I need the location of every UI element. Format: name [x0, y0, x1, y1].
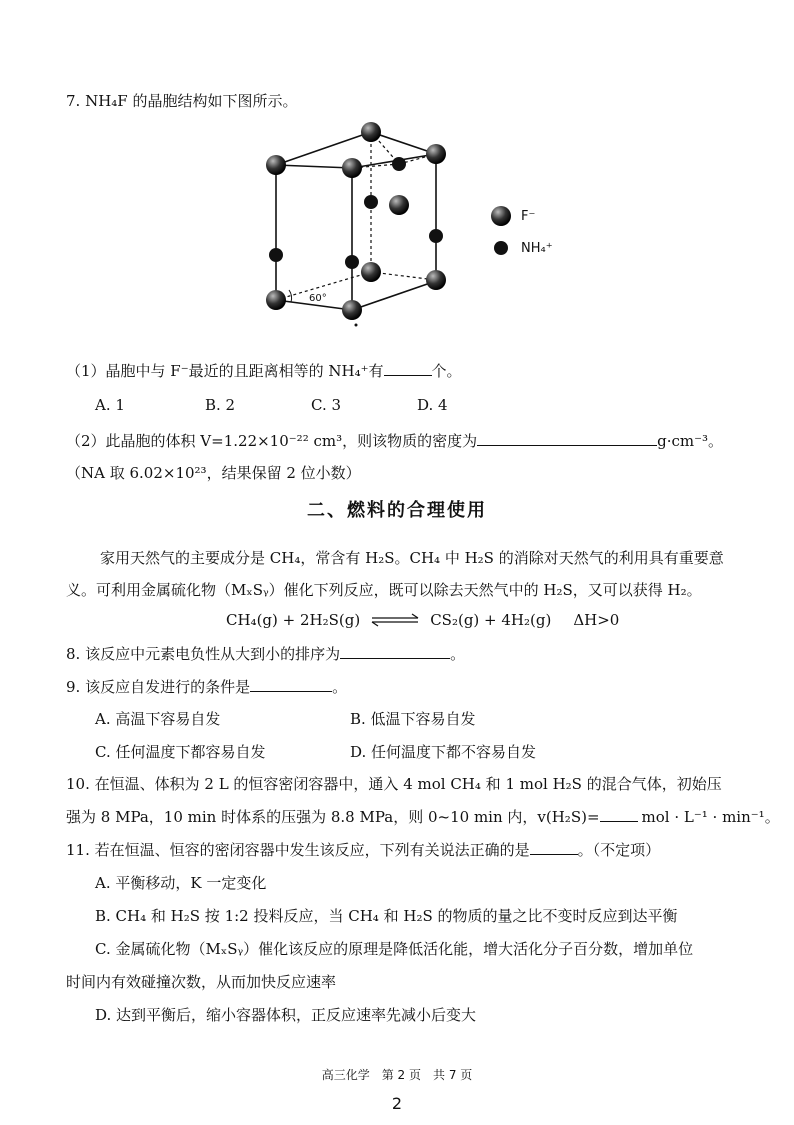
nh4-ion-ball [345, 255, 359, 269]
q7-sub2-note: （NA 取 6.02×10²³，结果保留 2 位小数） [66, 464, 361, 482]
f-ion-ball [266, 155, 286, 175]
q9-option-b[interactable]: B. 低温下容易自发 [350, 710, 476, 728]
q8 [66, 643, 465, 664]
equation-products: CS₂(g) + 4H₂(g) [430, 611, 552, 629]
q11-tail: 。（不定项） [577, 841, 661, 859]
q7-sub1 [66, 360, 462, 381]
legend-item-nh4 [490, 235, 553, 261]
f-ion-ball [342, 300, 362, 320]
crystal-cell-figure [255, 112, 465, 334]
q9-text: 9. 该反应自发进行的条件是 [66, 678, 251, 696]
q10-unit: mol · L⁻¹ · min⁻¹。 [641, 808, 780, 826]
footer-text: 高三化学 第 2 页 共 7 页 [321, 1068, 473, 1082]
legend-item-f [490, 203, 553, 229]
q10-line-2 [66, 806, 780, 827]
legend-label-nh4: NH₄⁺ [521, 240, 553, 256]
q7-sub1-tail: 个。 [431, 362, 462, 380]
q9-option-d[interactable]: D. 任何温度下都不容易自发 [350, 743, 537, 761]
equilibrium-arrow-icon [368, 613, 422, 627]
q7-sub1-blank[interactable] [384, 361, 432, 376]
q9-tail: 。 [332, 678, 348, 696]
f-ion-ball [361, 262, 381, 282]
option-d[interactable]: D. 4 [417, 396, 448, 414]
nh4-ion-ball [392, 157, 406, 171]
q11-option-a[interactable]: A. 平衡移动，K 一定变化 [95, 874, 267, 892]
small-ball-icon [490, 237, 512, 259]
equation-reactants: CH₄(g) + 2H₂S(g) [226, 611, 361, 629]
q7-stem: 7. NH₄F 的晶胞结构如下图所示。 [66, 92, 298, 110]
q11 [66, 839, 660, 860]
f-ion-ball [342, 158, 362, 178]
nh4-ion-ball [364, 195, 378, 209]
legend [490, 203, 553, 261]
option-c[interactable]: C. 3 [311, 396, 342, 414]
option-a[interactable]: A. 1 [95, 396, 125, 414]
q7-sub1-text: （1）晶胞中与 F⁻最近的且距离相等的 NH₄⁺有 [66, 362, 384, 380]
intro-line-2: 义。可利用金属硫化物（MₓSᵧ）催化下列反应，既可以除去天然气中的 H₂S，又可以获得 H₂。 [66, 581, 702, 599]
reaction-equation [226, 611, 619, 629]
section-title: 二、燃料的合理使用 [307, 500, 487, 521]
fluoride-ions [266, 122, 446, 320]
nh4-ion-ball [429, 229, 443, 243]
f-ion-ball [389, 195, 409, 215]
q8-blank[interactable] [340, 644, 450, 659]
q8-tail: 。 [450, 645, 466, 663]
q11-option-d[interactable]: D. 达到平衡后，缩小容器体积，正反应速率先减小后变大 [95, 1006, 477, 1024]
intro-line-1: 家用天然气的主要成分是 CH₄，常含有 H₂S。CH₄ 中 H₂S 的消除对天然气的利用具有重要意 [100, 549, 724, 567]
q11-blank[interactable] [530, 840, 578, 855]
equation-enthalpy: ΔH>0 [573, 611, 620, 629]
q11-option-c[interactable]: C. 金属硫化物（MₓSᵧ）催化该反应的原理是降低活化能，增大活化分子百分数，增加单位 [95, 940, 694, 958]
q7-sub2-blank[interactable] [477, 431, 657, 446]
angle-label: 60° [309, 293, 327, 304]
q9-blank[interactable] [250, 677, 332, 692]
large-ball-icon [490, 205, 512, 227]
q7-sub2-text: （2）此晶胞的体积 V=1.22×10⁻²² cm³，则该物质的密度为 [66, 432, 478, 450]
f-ion-ball [426, 270, 446, 290]
q10-text: 强为 8 MPa，10 min 时体系的压强为 8.8 MPa，则 0~10 min 内，v(H₂S)= [66, 808, 600, 826]
f-ion-ball [266, 290, 286, 310]
q11-text: 11. 若在恒温、恒容的密闭容器中发生该反应，下列有关说法正确的是 [66, 841, 530, 859]
q9-option-a[interactable]: A. 高温下容易自发 [95, 710, 221, 728]
q11-option-b[interactable]: B. CH₄ 和 H₂S 按 1:2 投料反应，当 CH₄ 和 H₂S 的物质的量之比不变时反应到达平衡 [95, 907, 678, 925]
nh4-ion-ball [269, 248, 283, 262]
q11-option-c-cont: 时间内有效碰撞次数，从而加快反应速率 [66, 973, 337, 991]
option-b[interactable]: B. 2 [205, 396, 236, 414]
q7-sub2-tail: g·cm⁻³。 [657, 432, 724, 450]
page-number: 2 [391, 1094, 403, 1113]
q9-option-c[interactable]: C. 任何温度下都容易自发 [95, 743, 266, 761]
q8-text: 8. 该反应中元素电负性从大到小的排序为 [66, 645, 341, 663]
legend-label-f: F⁻ [521, 208, 536, 224]
q9 [66, 676, 347, 697]
f-ion-ball [361, 122, 381, 142]
q7-sub2 [66, 430, 723, 451]
q10-blank[interactable] [600, 807, 638, 822]
q10-line-1: 10. 在恒温、体积为 2 L 的恒容密闭容器中，通入 4 mol CH₄ 和 1 mol H₂S 的混合气体，初始压 [66, 775, 722, 793]
f-ion-ball [426, 144, 446, 164]
